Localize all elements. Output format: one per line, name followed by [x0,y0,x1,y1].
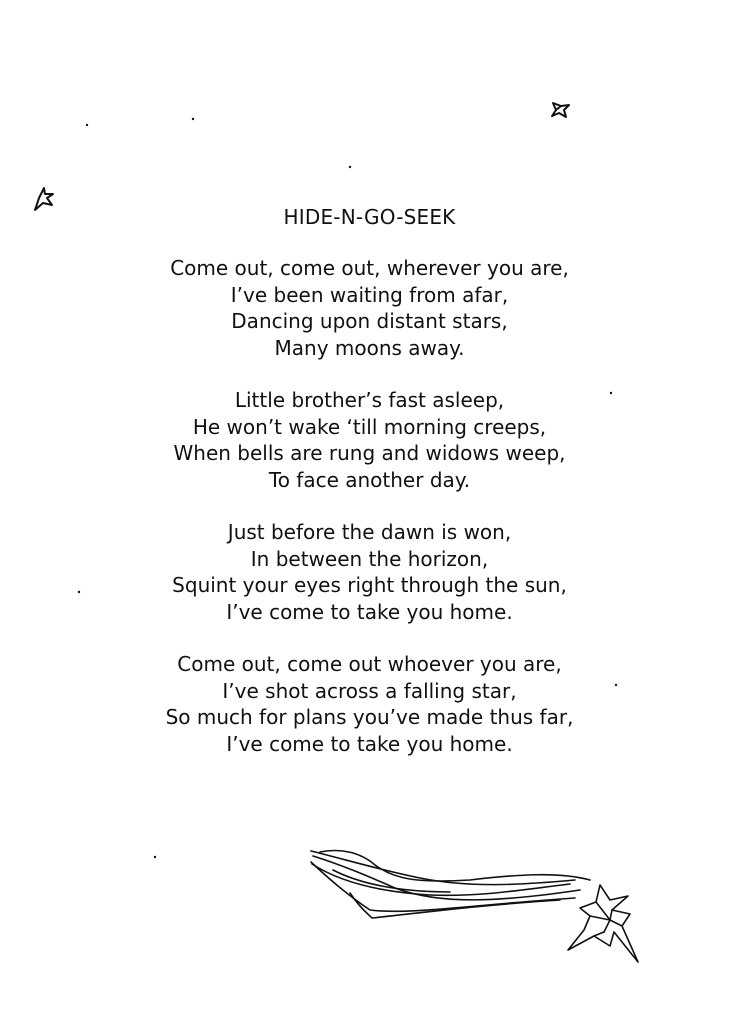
poem-line: In between the horizon, [250,546,489,571]
poem [0,203,739,783]
poem-line: Squint your eyes right through the sun, [172,573,567,597]
small-star-icon [552,103,569,117]
poem-line: I’ve come to take you home. [226,599,513,624]
poem-line: Little brother’s fast asleep, [234,388,505,412]
poem-line: So much for plans you’ve made thus far, [165,705,574,729]
poem-line: When bells are rung and widows weep, [173,441,566,465]
dot [192,118,194,120]
poem-line: I’ve come to take you home. [226,731,513,756]
poem-line: He won’t wake ‘till morning creeps, [192,414,547,439]
poem-line: I’ve shot across a falling star, [222,678,517,703]
poem-line: I’ve been waiting from afar, [230,282,509,307]
dot [154,856,156,858]
shooting-star-icon [311,851,638,962]
poem-line: Just before the dawn is won, [227,520,512,544]
poem-title: HIDE-N-GO-SEEK [283,205,456,229]
poem-line: To face another day. [268,467,471,492]
stanza-1 [0,255,739,361]
dot [86,124,88,126]
poem-line: Come out, come out whoever you are, [177,652,562,676]
poem-line: Come out, come out, wherever you are, [170,256,569,280]
poem-line: Many moons away. [274,335,465,360]
poem-line: Dancing upon distant stars, [231,309,508,333]
stanza-4 [0,651,739,757]
stanza-2 [0,387,739,493]
dot [349,166,351,168]
stanza-3 [0,519,739,625]
